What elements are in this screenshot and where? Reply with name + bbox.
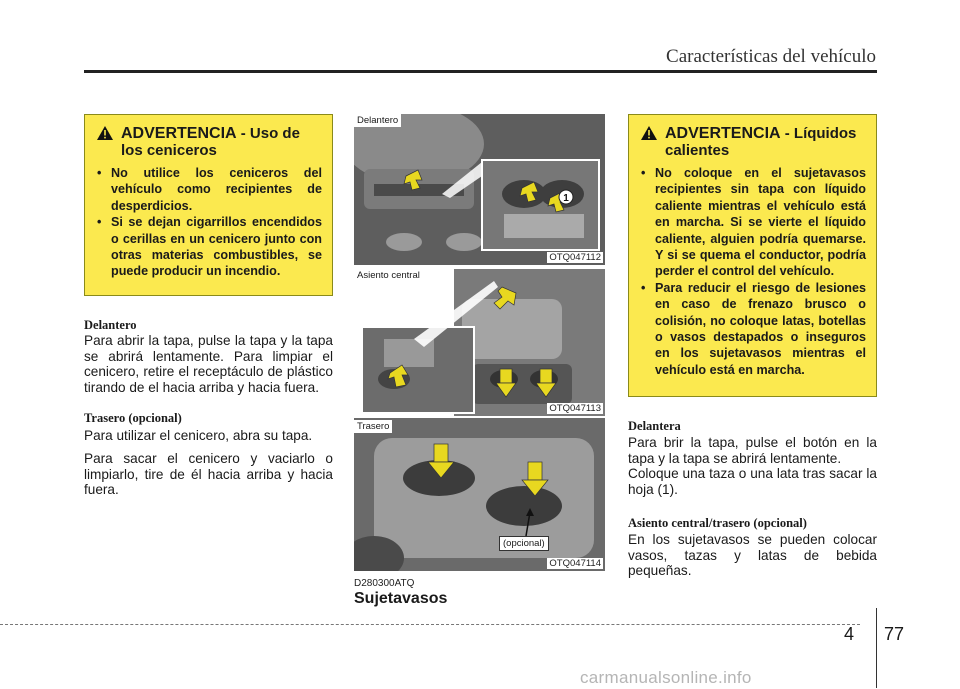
heading-cupholder-rear: Asiento central/trasero (opcional) — [628, 516, 807, 530]
warning-list — [641, 165, 866, 378]
warning-box-ashtray — [84, 114, 333, 296]
warning-item: • No coloque en el sujetavasos recipientes sin tapa con líquido caliente mientras el vehículo está en marcha. Si se vierte el líquido caliente, alguien podría quemarse. Y si se quema el conductor, podría perder el control del vehículo. — [641, 165, 866, 280]
watermark: carmanualsonline.info — [580, 668, 752, 687]
section-code: D280300ATQ — [354, 578, 415, 589]
warning-title-main: ADVERTENCIA — [121, 125, 237, 142]
photo-center-cupholder — [354, 269, 605, 416]
callout-1: 1 — [563, 193, 569, 204]
paragraph-cupholder-rear: En los sujetavasos se pueden colocar vasos, tazas y latas de bebida pequeñas. — [628, 532, 877, 579]
running-header: Características del vehículo — [666, 46, 876, 67]
paragraph-rear-2: Para sacar el cenicero y vaciarlo o limpiarlo, tire de él hacia arriba y hacia fuera. — [84, 451, 333, 498]
warning-title-sep: - — [236, 125, 250, 142]
header-rule — [84, 70, 877, 73]
photo-label-front: Delantero — [354, 114, 401, 127]
photo-code-front: OTQ047112 — [549, 252, 601, 263]
photo-center-illustration — [354, 269, 605, 416]
footer-divider — [876, 608, 877, 688]
warning-icon — [97, 126, 113, 140]
paragraph-cupholder-front-1: Para brir la tapa, pulse el botón en la tapa y la tapa se abrirá lentamente. — [628, 435, 877, 466]
photo-rear-cupholder — [354, 418, 605, 571]
warning-title-sub: Líquidos calientes — [665, 125, 857, 159]
photo-label-center: Asiento central — [354, 269, 423, 282]
warning-item: • No utilice los ceniceros del vehículo como recipientes de desperdicios. — [97, 165, 322, 214]
chapter-number: 4 — [844, 624, 855, 644]
paragraph-cupholder-front-2: Coloque una taza o una lata tras sacar la hoja (1). — [628, 466, 877, 497]
warning-title-sep: - — [780, 125, 794, 142]
photo-front-illustration — [354, 114, 605, 265]
footer-rule — [0, 624, 860, 625]
warning-box-hot-liquids — [628, 114, 877, 397]
warning-item: • Si se dejan cigarrillos encendidos o cerillas en un cenicero junto con otras materias combustibles, se puede producir un incendio. — [97, 214, 322, 280]
photo-code-center: OTQ047113 — [549, 403, 601, 414]
photo-rear-illustration — [354, 418, 605, 571]
heading-cupholder-front: Delantera — [628, 419, 681, 433]
page-number: 77 — [884, 624, 905, 644]
heading-rear: Trasero (opcional) — [84, 411, 182, 425]
photo-label-rear: Trasero — [354, 420, 392, 433]
warning-title — [97, 125, 322, 159]
warning-title — [641, 125, 866, 159]
section-title: Sujetavasos — [354, 590, 448, 607]
warning-list — [97, 165, 322, 280]
warning-title-main: ADVERTENCIA — [665, 125, 781, 142]
warning-icon — [641, 126, 657, 140]
heading-front: Delantero — [84, 318, 137, 332]
paragraph-front: Para abrir la tapa, pulse la tapa y la tapa se abrirá lentamente. Para limpiar el cenicero, retire el receptáculo de plástico tirando de el hacia arriba y hacia fuera. — [84, 333, 333, 395]
warning-title-sub: Uso de los ceniceros — [121, 125, 300, 159]
photo-code-rear: OTQ047114 — [549, 558, 601, 569]
photo-front-ashtray — [354, 114, 605, 265]
warning-item: • Para reducir el riesgo de lesiones en caso de frenazo brusco o colisión, no coloque latas, botellas o vasos destapados o inseguros en los sujetavasos mientras el vehículo está en marcha. — [641, 280, 866, 378]
photo-callout-optional: (opcional) — [499, 536, 549, 551]
paragraph-rear-1: Para utilizar el cenicero, abra su tapa. — [84, 428, 313, 443]
